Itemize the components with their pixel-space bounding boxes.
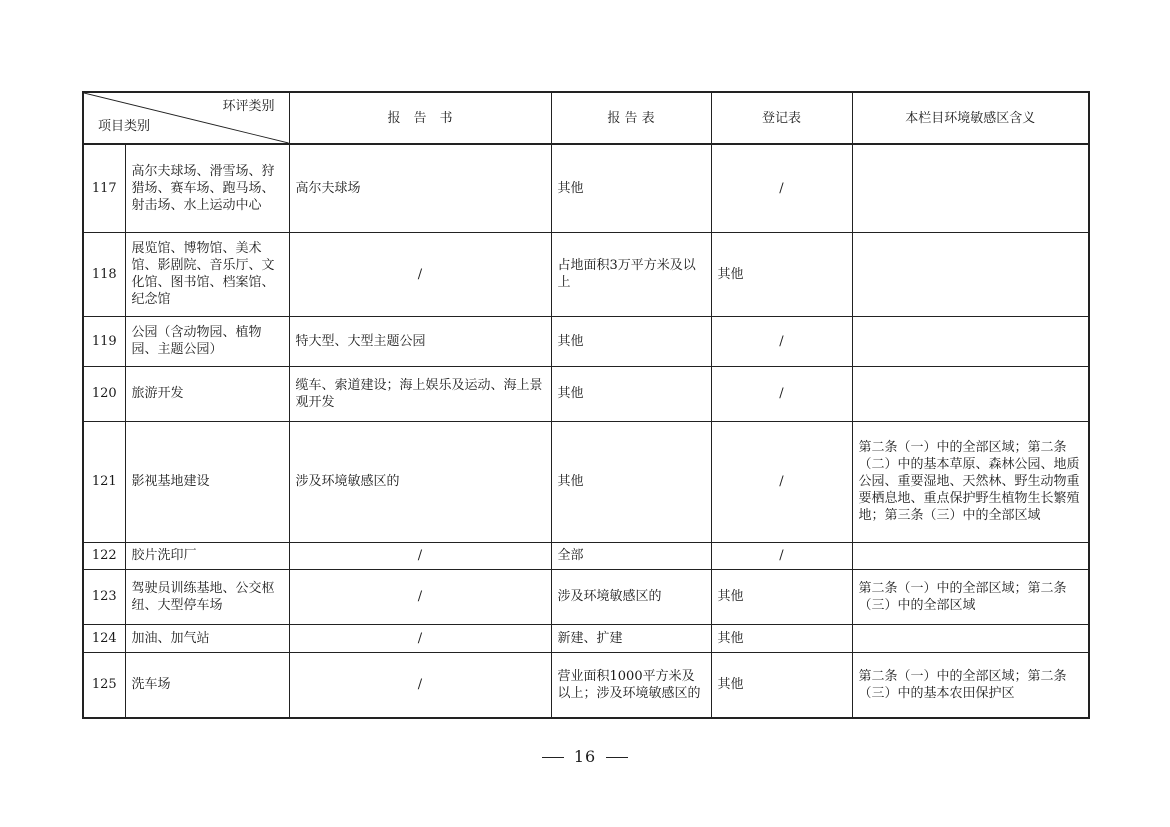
report-form-cell: 其他 xyxy=(551,366,711,421)
project-category: 影视基地建设 xyxy=(125,421,289,542)
sensitive-area-cell xyxy=(852,232,1089,316)
table-row xyxy=(83,366,1089,421)
header-project-category: 项目类别 xyxy=(98,119,151,134)
project-category: 洗车场 xyxy=(125,652,289,718)
report-book-cell: / xyxy=(289,624,551,652)
row-number: 119 xyxy=(83,316,125,366)
sensitive-area-cell xyxy=(852,366,1089,421)
table-header-row xyxy=(83,92,1089,144)
registration-cell: 其他 xyxy=(711,232,852,316)
report-book-cell: 缆车、索道建设；海上娱乐及运动、海上景观开发 xyxy=(289,366,551,421)
project-category: 加油、加气站 xyxy=(125,624,289,652)
report-form-cell: 营业面积1000平方米及以上；涉及环境敏感区的 xyxy=(551,652,711,718)
project-category: 高尔夫球场、滑雪场、狩猎场、赛车场、跑马场、射击场、水上运动中心 xyxy=(125,144,289,232)
sensitive-area-cell xyxy=(852,542,1089,569)
sensitive-area-cell: 第二条（一）中的全部区域；第二条（三）中的全部区域 xyxy=(852,569,1089,624)
report-form-cell: 其他 xyxy=(551,144,711,232)
report-book-cell: / xyxy=(289,652,551,718)
row-number: 125 xyxy=(83,652,125,718)
table-row xyxy=(83,652,1089,718)
header-report-book: 报 告 书 xyxy=(289,92,551,144)
page-footer xyxy=(0,747,1170,766)
registration-cell: 其他 xyxy=(711,652,852,718)
report-form-cell: 其他 xyxy=(551,421,711,542)
table-row xyxy=(83,421,1089,542)
table-row xyxy=(83,144,1089,232)
registration-cell: / xyxy=(711,542,852,569)
page-dash-right xyxy=(606,757,628,758)
sensitive-area-cell xyxy=(852,144,1089,232)
report-form-cell: 全部 xyxy=(551,542,711,569)
sensitive-area-cell xyxy=(852,316,1089,366)
project-category: 公园（含动物园、植物园、主题公园） xyxy=(125,316,289,366)
report-book-cell: 特大型、大型主题公园 xyxy=(289,316,551,366)
table-row xyxy=(83,624,1089,652)
report-book-cell: / xyxy=(289,569,551,624)
report-book-cell: / xyxy=(289,542,551,569)
report-book-cell: / xyxy=(289,232,551,316)
table-row xyxy=(83,232,1089,316)
row-number: 122 xyxy=(83,542,125,569)
sensitive-area-cell xyxy=(852,624,1089,652)
row-number: 118 xyxy=(83,232,125,316)
row-number: 120 xyxy=(83,366,125,421)
table-row xyxy=(83,316,1089,366)
registration-cell: / xyxy=(711,316,852,366)
table-row xyxy=(83,569,1089,624)
report-form-cell: 占地面积3万平方米及以上 xyxy=(551,232,711,316)
report-form-cell: 新建、扩建 xyxy=(551,624,711,652)
report-book-cell: 高尔夫球场 xyxy=(289,144,551,232)
project-category: 胶片洗印厂 xyxy=(125,542,289,569)
page-dash-left xyxy=(542,757,564,758)
sensitive-area-cell: 第二条（一）中的全部区域；第二条（三）中的基本农田保护区 xyxy=(852,652,1089,718)
registration-cell: / xyxy=(711,366,852,421)
header-sensitive-area: 本栏目环境敏感区含义 xyxy=(852,92,1089,144)
header-assessment-type: 环评类别 xyxy=(222,99,275,114)
project-category: 旅游开发 xyxy=(125,366,289,421)
diagonal-header-cell xyxy=(83,92,289,144)
header-report-form: 报 告 表 xyxy=(551,92,711,144)
report-book-cell: 涉及环境敏感区的 xyxy=(289,421,551,542)
project-category: 展览馆、博物馆、美术馆、影剧院、音乐厅、文化馆、图书馆、档案馆、纪念馆 xyxy=(125,232,289,316)
report-form-cell: 涉及环境敏感区的 xyxy=(551,569,711,624)
table-row xyxy=(83,542,1089,569)
row-number: 123 xyxy=(83,569,125,624)
page-number: 16 xyxy=(573,747,597,766)
report-form-cell: 其他 xyxy=(551,316,711,366)
project-category: 驾驶员训练基地、公交枢纽、大型停车场 xyxy=(125,569,289,624)
row-number: 121 xyxy=(83,421,125,542)
registration-cell: / xyxy=(711,144,852,232)
registration-cell: 其他 xyxy=(711,624,852,652)
header-registration-form: 登记表 xyxy=(711,92,852,144)
environmental-assessment-table xyxy=(82,91,1090,719)
sensitive-area-cell: 第二条（一）中的全部区域；第二条（二）中的基本草原、森林公园、地质公园、重要湿地、天然林、野生动物重要栖息地、重点保护野生植物生长繁殖地；第三条（三）中的全部区域 xyxy=(852,421,1089,542)
row-number: 124 xyxy=(83,624,125,652)
registration-cell: / xyxy=(711,421,852,542)
registration-cell: 其他 xyxy=(711,569,852,624)
row-number: 117 xyxy=(83,144,125,232)
